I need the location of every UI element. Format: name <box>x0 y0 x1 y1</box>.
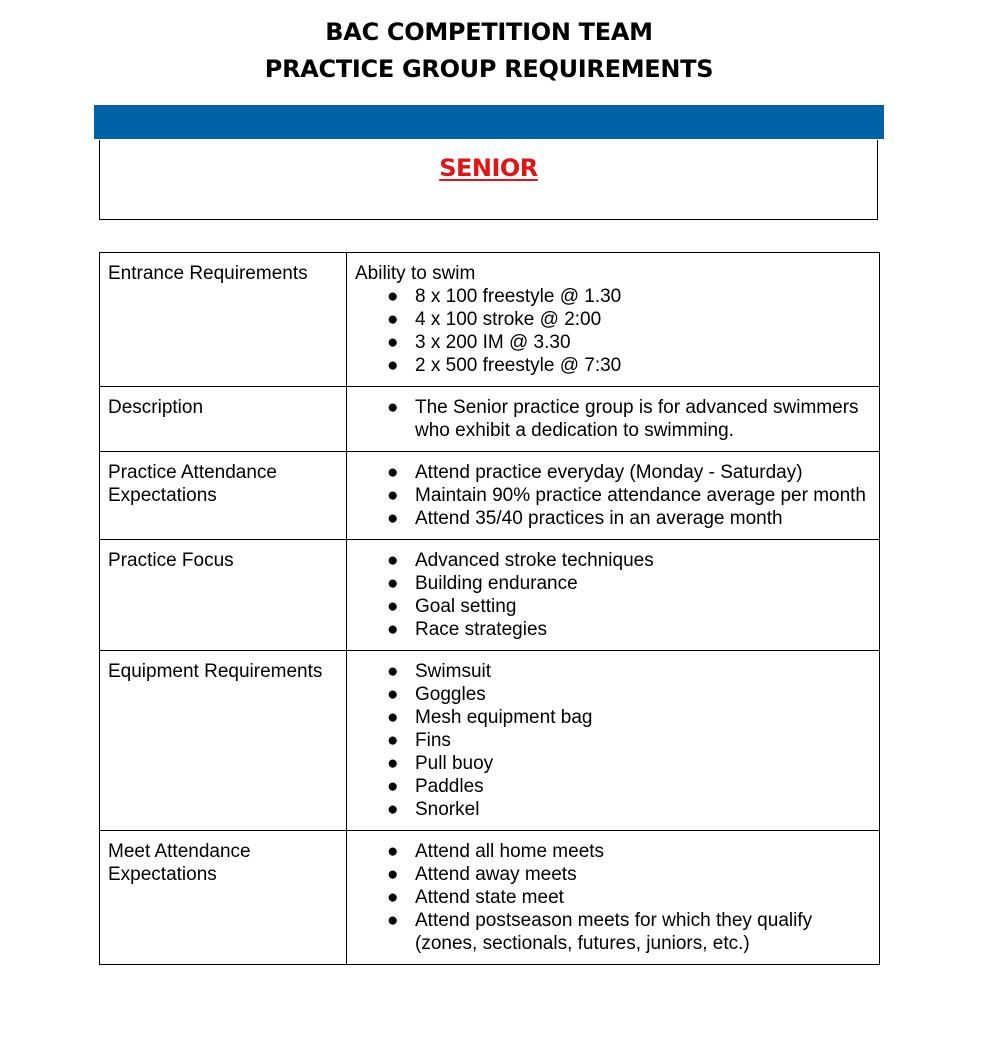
table-row-entrance-requirements <box>100 253 880 387</box>
list-item-text: Pull buoy <box>415 753 494 774</box>
list-item-text: Goggles <box>415 684 486 705</box>
row-content <box>347 253 880 387</box>
list-item <box>355 886 871 909</box>
bullet-icon: ● <box>387 573 399 594</box>
bullet-icon: ● <box>387 596 399 617</box>
list-item <box>355 507 871 530</box>
bullet-icon: ● <box>387 753 399 774</box>
row-content <box>347 831 880 965</box>
list-item-text: The Senior practice group is for advanced swimmers who exhibit a dedication to swimming. <box>415 397 859 441</box>
header-color-bar <box>94 105 884 139</box>
list-item <box>355 706 871 729</box>
bullet-list <box>355 660 871 821</box>
bullet-icon: ● <box>387 910 399 931</box>
table-row-practice-focus <box>100 540 880 651</box>
row-label: Meet Attendance Expectations <box>100 831 347 965</box>
bullet-icon: ● <box>387 799 399 820</box>
list-item-text: 3 x 200 IM @ 3.30 <box>415 332 571 353</box>
list-item <box>355 840 871 863</box>
list-item-text: Attend 35/40 practices in an average month <box>415 508 783 529</box>
bullet-icon: ● <box>387 286 399 307</box>
list-item <box>355 461 871 484</box>
list-item <box>355 572 871 595</box>
list-item <box>355 775 871 798</box>
bullet-icon: ● <box>387 355 399 376</box>
list-item-text: Fins <box>415 730 451 751</box>
list-item-text: Mesh equipment bag <box>415 707 593 728</box>
bullet-list <box>355 396 871 442</box>
list-item <box>355 909 871 955</box>
list-item <box>355 308 871 331</box>
row-label: Description <box>100 387 347 452</box>
list-item <box>355 484 871 507</box>
group-name: SENIOR <box>439 154 538 182</box>
requirements-table <box>99 252 880 965</box>
bullet-icon: ● <box>387 707 399 728</box>
bullet-list <box>355 285 871 377</box>
list-item-text: Building endurance <box>415 573 578 594</box>
row-content <box>347 387 880 452</box>
list-item-text: Attend postseason meets for which they qualify (zones, sectionals, futures, juniors, etc.) <box>415 910 813 954</box>
row-content <box>347 452 880 540</box>
list-item <box>355 683 871 706</box>
bullet-icon: ● <box>387 485 399 506</box>
list-item-text: Attend practice everyday (Monday - Saturday) <box>415 462 803 483</box>
list-item <box>355 729 871 752</box>
row-content <box>347 540 880 651</box>
list-item-text: Paddles <box>415 776 484 797</box>
bullet-icon: ● <box>387 661 399 682</box>
list-item-text: Goal setting <box>415 596 517 617</box>
list-item <box>355 354 871 377</box>
bullet-icon: ● <box>387 684 399 705</box>
bullet-icon: ● <box>387 332 399 353</box>
list-item-text: 4 x 100 stroke @ 2:00 <box>415 309 602 330</box>
bullet-icon: ● <box>387 776 399 797</box>
list-item-text: 2 x 500 freestyle @ 7:30 <box>415 355 622 376</box>
bullet-list <box>355 549 871 641</box>
bullet-icon: ● <box>387 550 399 571</box>
list-item <box>355 396 871 442</box>
group-name-box <box>99 140 878 220</box>
list-item-text: 8 x 100 freestyle @ 1.30 <box>415 286 622 307</box>
bullet-list <box>355 461 871 530</box>
list-item-text: Snorkel <box>415 799 480 820</box>
row-label: Practice Focus <box>100 540 347 651</box>
list-item-text: Attend away meets <box>415 864 577 885</box>
bullet-icon: ● <box>387 730 399 751</box>
list-item <box>355 595 871 618</box>
row-content <box>347 651 880 831</box>
document-title-line-1: BAC COMPETITION TEAM <box>325 18 653 46</box>
list-item <box>355 285 871 308</box>
list-item <box>355 549 871 572</box>
row-label: Practice Attendance Expectations <box>100 452 347 540</box>
bullet-icon: ● <box>387 309 399 330</box>
bullet-icon: ● <box>387 462 399 483</box>
list-item <box>355 752 871 775</box>
list-item-text: Race strategies <box>415 619 548 640</box>
bullet-icon: ● <box>387 619 399 640</box>
list-item-text: Attend all home meets <box>415 841 605 862</box>
bullet-icon: ● <box>387 397 399 418</box>
table-row-meet-attendance <box>100 831 880 965</box>
list-item <box>355 863 871 886</box>
list-item <box>355 660 871 683</box>
row-label: Equipment Requirements <box>100 651 347 831</box>
bullet-icon: ● <box>387 887 399 908</box>
row-lead-text: Ability to swim <box>355 263 476 284</box>
bullet-icon: ● <box>387 508 399 529</box>
list-item <box>355 618 871 641</box>
list-item-text: Advanced stroke techniques <box>415 550 654 571</box>
table-row-practice-attendance <box>100 452 880 540</box>
list-item-text: Maintain 90% practice attendance average per month <box>415 485 866 506</box>
table-row-description <box>100 387 880 452</box>
bullet-icon: ● <box>387 864 399 885</box>
row-label: Entrance Requirements <box>100 253 347 387</box>
list-item-text: Attend state meet <box>415 887 564 908</box>
list-item <box>355 331 871 354</box>
table-row-equipment-requirements <box>100 651 880 831</box>
document-title-line-2: PRACTICE GROUP REQUIREMENTS <box>264 55 714 83</box>
list-item <box>355 798 871 821</box>
bullet-icon: ● <box>387 841 399 862</box>
bullet-list <box>355 840 871 955</box>
list-item-text: Swimsuit <box>415 661 492 682</box>
